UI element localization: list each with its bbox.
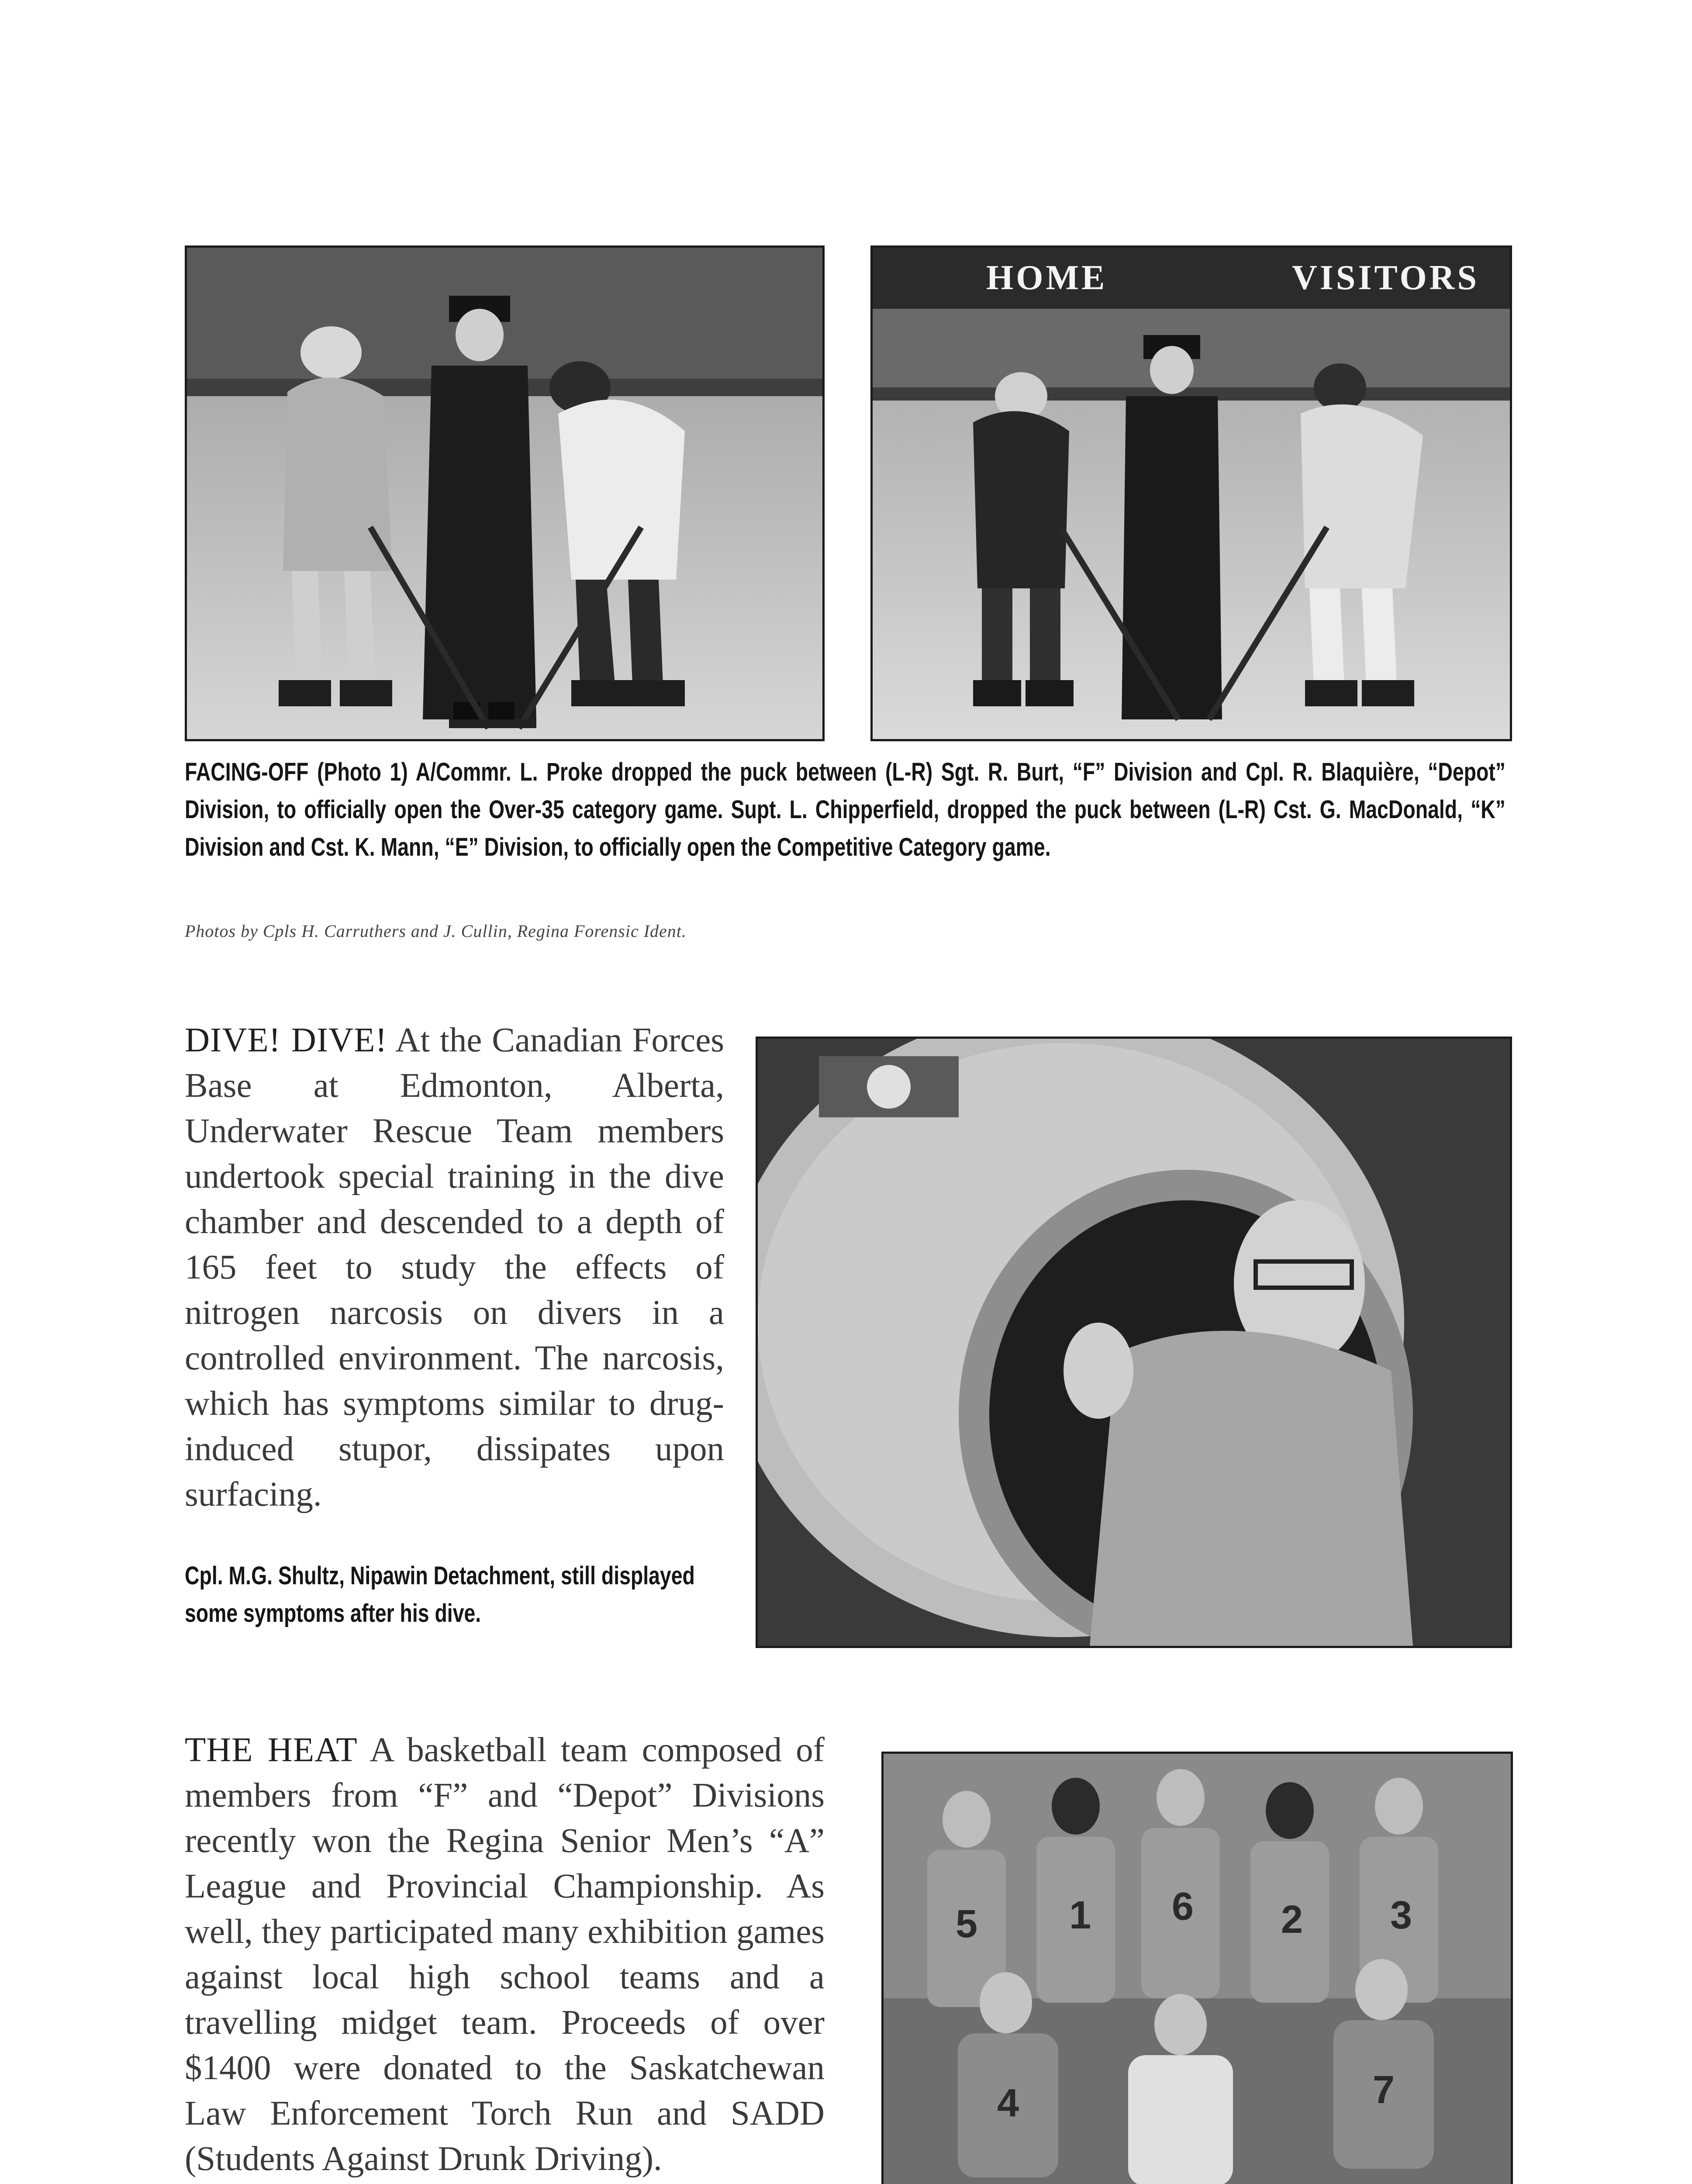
jersey-number-6: 6: [1172, 1885, 1194, 1928]
heat-article: [185, 1728, 825, 2182]
jersey-number-1: 1: [1069, 1894, 1091, 1937]
scoreboard-visitors-sign: VISITORS: [1292, 259, 1479, 297]
hockey-faceoff-photo-2-image: [873, 248, 1510, 739]
jersey-number-2: 2: [1281, 1898, 1303, 1942]
basketball-team-photo: [881, 1752, 1513, 2184]
jersey-number-3: 3: [1390, 1894, 1412, 1937]
heat-lead: THE HEAT: [185, 1731, 358, 1769]
faceoff-caption: FACING-OFF (Photo 1) A/Commr. L. Proke dropped the puck between (L-R) Sgt. R. Burt, “F” Division and Cpl. R. Blaquière, “Depot” Division, to officially open the Over-35 category game. Supt. L. Chipperfield, dropped the puck between (L-R) Cst. G. MacDonald, “K” Division and Cst. K. Mann, “E” Division, to officially open the Competitive Category game.: [185, 758, 1506, 861]
dive-body-text: At the Canadian Forces Base at Edmonton, Alberta, Underwater Rescue Team members undertook special training in the dive chamber and descended to a depth of 165 feet to study the effects of nitrogen narcosis on divers in a controlled environment. The narcosis, which has symptoms similar to drug-induced stupor, dissipates upon surfacing.: [185, 1021, 725, 1514]
dive-chamber-photo-image: [758, 1039, 1510, 1646]
dive-lead: DIVE! DIVE!: [185, 1021, 387, 1059]
jersey-number-5: 5: [956, 1902, 978, 1946]
dive-chamber-photo: [756, 1037, 1512, 1648]
dive-photo-caption: Cpl. M.G. Shultz, Nipawin Detachment, still displayed some symptoms after his dive.: [185, 1562, 695, 1628]
heat-body-text: A basketball team composed of members from “F” and “Depot” Divisions recently won the Regina Senior Men’s “A” League and Provincial Championship. As well, they participated many exhibition games against local high school teams and a travelling midget team. Proceeds of over $1400 were donated to the Saskatchewan Law Enforcement Torch Run and SADD (Students Against Drunk Driving).: [185, 1731, 825, 2178]
jersey-number-4: 4: [997, 2081, 1019, 2125]
dive-article: [185, 1018, 724, 1517]
hockey-faceoff-photo-2: [870, 245, 1512, 741]
photo-credit: Photos by Cpls H. Carruthers and J. Cullin, Regina Forensic Ident.: [185, 921, 687, 941]
scoreboard-home-sign: HOME: [986, 259, 1108, 297]
basketball-team-photo-image: [884, 1754, 1511, 2184]
hockey-faceoff-photo-1-image: [187, 248, 822, 739]
hockey-faceoff-photo-1: [185, 245, 825, 741]
jersey-number-7: 7: [1373, 2068, 1395, 2112]
